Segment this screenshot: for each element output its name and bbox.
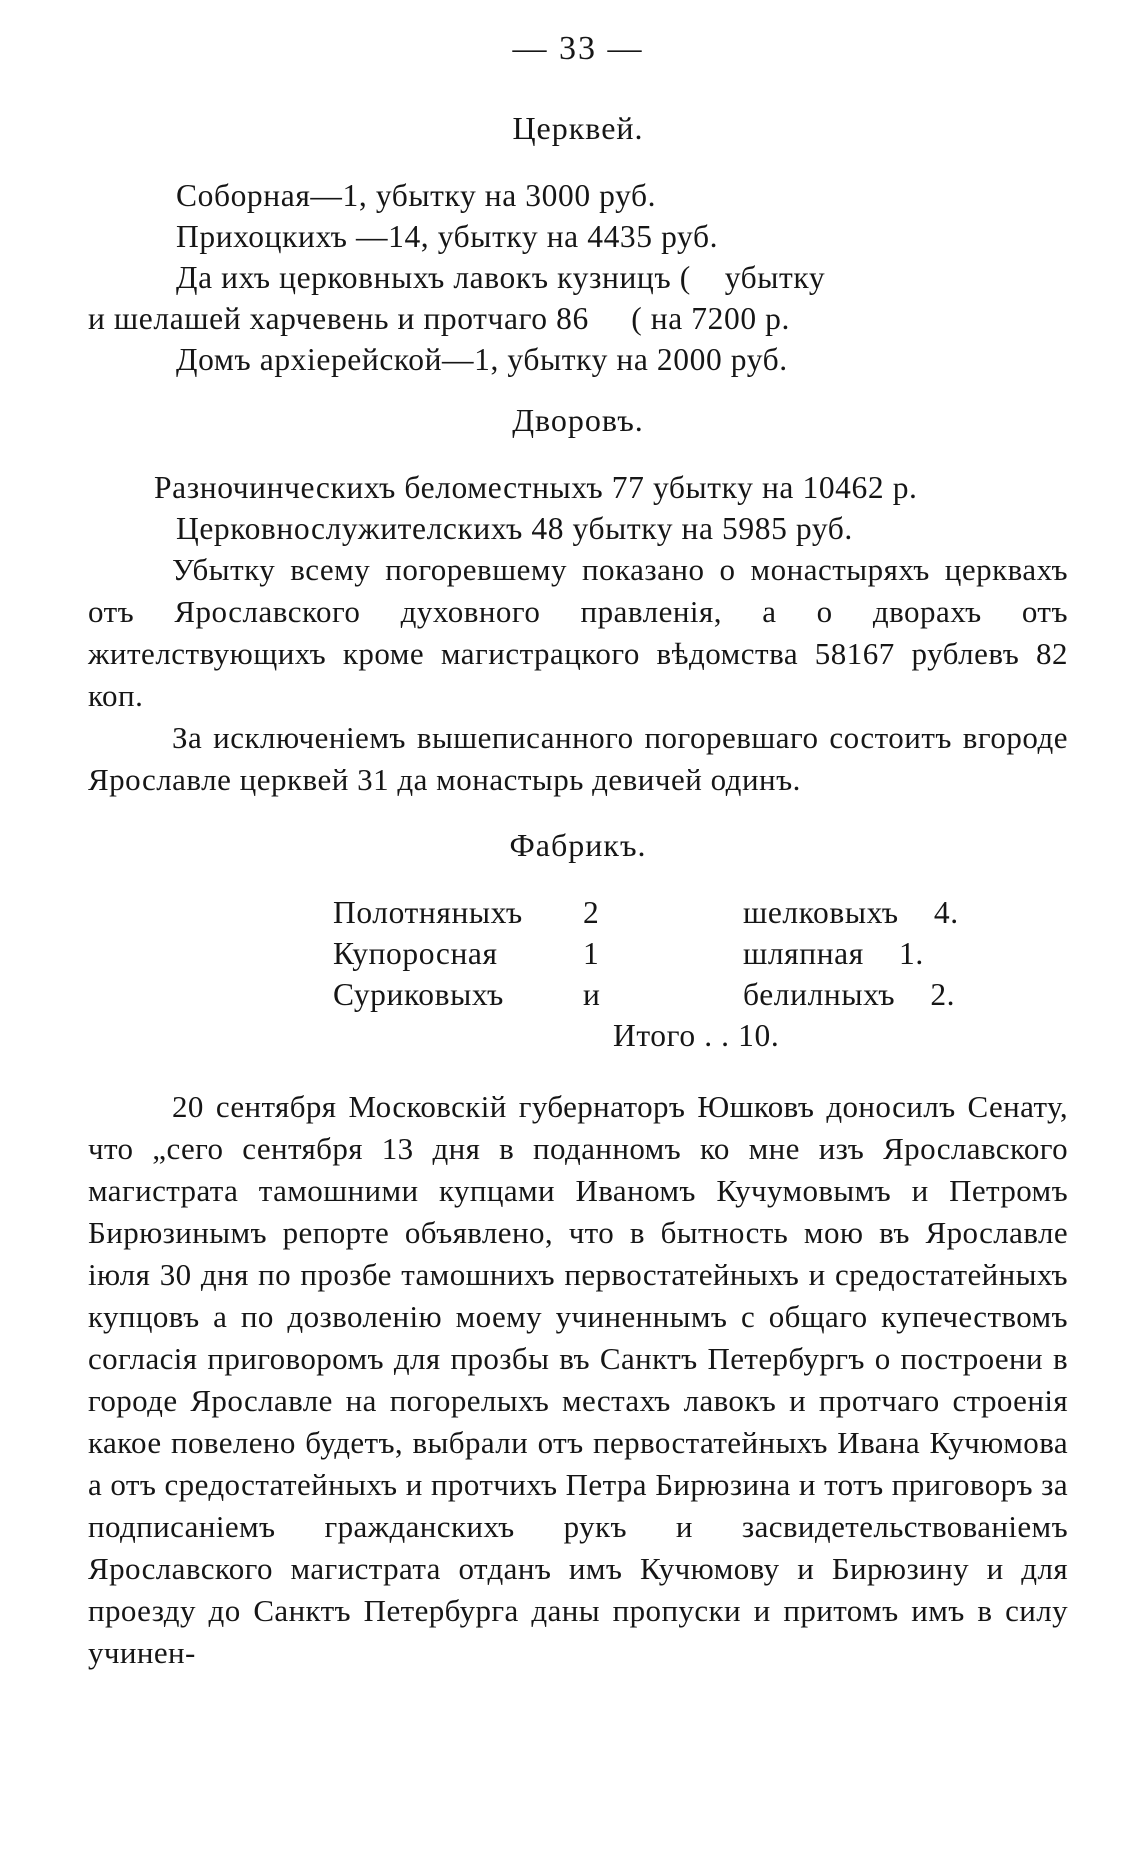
- factories-row: [333, 974, 1068, 1015]
- factory-count-2: 1.: [899, 936, 924, 971]
- factory-name: Суриковыхъ: [333, 977, 504, 1012]
- factory-count: и: [583, 977, 601, 1012]
- factory-name-2: шляпная: [743, 936, 864, 971]
- factories-total-row: [333, 1015, 1068, 1056]
- yards-paragraph-2: За исключеніемъ вышеписанного погоревшаго состоитъ вгороде Ярославле церквей 31 да монастырь девичей одинъ.: [88, 720, 1068, 797]
- page-number: — 33 —: [512, 30, 644, 67]
- yards-line-2: Церковнослужителскихъ 48 убытку на 5985 руб.: [176, 511, 853, 546]
- heading-yards: Дворовъ.: [512, 402, 644, 438]
- churches-line-4: и шелашей харчевень и протчаго 86 ( на 7200 р.: [88, 301, 790, 336]
- factory-count-2: 4.: [933, 895, 959, 930]
- document-page: [88, 30, 1068, 1674]
- churches-line-2: Прихоцкихъ —14, убытку на 4435 руб.: [176, 219, 719, 254]
- factories-table: [333, 892, 1068, 1056]
- factories-total-label: Итого . .: [613, 1018, 730, 1053]
- heading-churches: Церквей.: [512, 110, 644, 146]
- churches-line-1: Соборная—1, убытку на 3000 руб.: [176, 178, 657, 213]
- factory-name-2: шелковыхъ: [743, 895, 899, 930]
- factory-count: 1: [583, 936, 600, 971]
- factory-name: Полотняныхъ: [333, 895, 523, 930]
- factories-row: [333, 892, 1068, 933]
- churches-line-5: Домъ архіерейской—1, убытку на 2000 руб.: [176, 342, 788, 377]
- factory-count-2: 2.: [930, 977, 956, 1012]
- churches-line-3: Да ихъ церковныхъ лавокъ кузницъ ( убытку: [176, 260, 826, 295]
- factory-name: Купоросная: [333, 936, 498, 971]
- factories-total-value: 10.: [738, 1018, 780, 1053]
- yards-paragraph-1: Убытку всему погоревшему показано о монастыряхъ церквахъ отъ Ярославского духовного правленія, а о дворахъ отъ жителствующихъ кроме магистрацкого вѣдомства 58167 рублевъ 82 коп.: [88, 552, 1068, 713]
- heading-factories: Фабрикъ.: [509, 827, 647, 863]
- factories-row: [333, 933, 1068, 974]
- factory-name-2: белилныхъ: [743, 977, 896, 1012]
- main-paragraph: 20 сентября Московскій губернаторъ Юшковъ доносилъ Сенату, что „сего сентября 13 дня в поданномъ ко мне изъ Ярославского магистрата тамошними купцами Иваномъ Кучумовымъ и Петромъ Бирюзинымъ репорте объявлено, что в бытность мою въ Ярославле іюля 30 дня по прозбе тамошнихъ первостатейныхъ и средостатейныхъ купцовъ а по дозволенію моему учиненнымъ с общаго купечествомъ согласія приговоромъ для прозбы въ Санктъ Петербургъ о построени в городе Ярославле на погорелыхъ местахъ лавокъ и протчаго строенія какое повелено будетъ, выбрали отъ первостатейныхъ Ивана Кучюмова а отъ средостатейныхъ и протчихъ Петра Бирюзина и тотъ приговоръ за подписаніемъ гражданскихъ рукъ и засвидетельствованіемъ Ярославского магистрата отданъ имъ Кучюмову и Бирюзину и для проезду до Санктъ Петербурга даны пропуски и притомъ имъ в силу учинен-: [88, 1089, 1068, 1670]
- factory-count: 2: [583, 895, 600, 930]
- yards-line-1: Разночинческихъ беломестныхъ 77 убытку на 10462 р.: [154, 470, 918, 505]
